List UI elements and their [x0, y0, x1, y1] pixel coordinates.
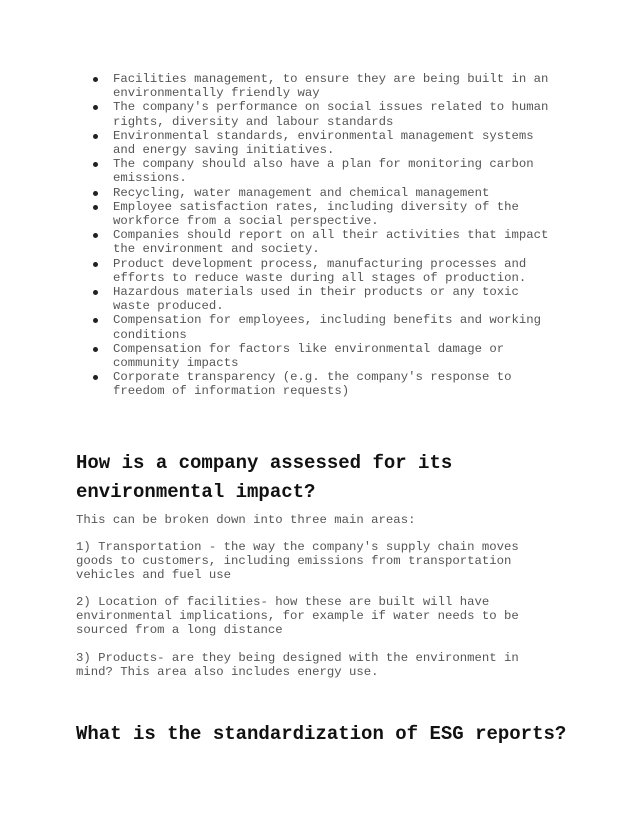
bullet-item: Environmental standards, environmental management systems and energy saving initiatives.	[113, 129, 583, 157]
section-intro-paragraph: This can be broken down into three main areas:	[76, 513, 416, 527]
bullet-item: Hazardous materials used in their products or any toxic waste produced.	[113, 285, 583, 313]
bullet-item: The company's performance on social issues related to human rights, diversity and labour standards	[113, 100, 583, 128]
area-paragraph-products: 3) Products- are they being designed with the environment in mind? This area also includes energy use.	[76, 651, 519, 680]
area-paragraph-transportation: 1) Transportation - the way the company's supply chain moves goods to customers, including emissions from transportation vehicles and fuel use	[76, 540, 519, 583]
bullet-item: Employee satisfaction rates, including diversity of the workforce from a social perspective.	[113, 200, 583, 228]
bullet-item: Compensation for employees, including benefits and working conditions	[113, 313, 583, 341]
area-paragraph-location: 2) Location of facilities- how these are built will have environmental implications, for example if water needs to be sourced from a long distance	[76, 595, 519, 638]
esg-factors-bullet-list	[113, 72, 583, 399]
section-heading-assessment: How is a company assessed for its environmental impact?	[76, 452, 453, 503]
bullet-item: Recycling, water management and chemical management	[113, 186, 583, 200]
bullet-item: Compensation for factors like environmental damage or community impacts	[113, 342, 583, 370]
section-heading-standardization: What is the standardization of ESG reports?	[76, 723, 567, 745]
bullet-item: Corporate transparency (e.g. the company's response to freedom of information requests)	[113, 370, 583, 398]
bullet-item: Product development process, manufacturing processes and efforts to reduce waste during all stages of production.	[113, 257, 583, 285]
bullet-item: Facilities management, to ensure they are being built in an environmentally friendly way	[113, 72, 583, 100]
bullet-item: Companies should report on all their activities that impact the environment and society.	[113, 228, 583, 256]
bullet-item: The company should also have a plan for monitoring carbon emissions.	[113, 157, 583, 185]
